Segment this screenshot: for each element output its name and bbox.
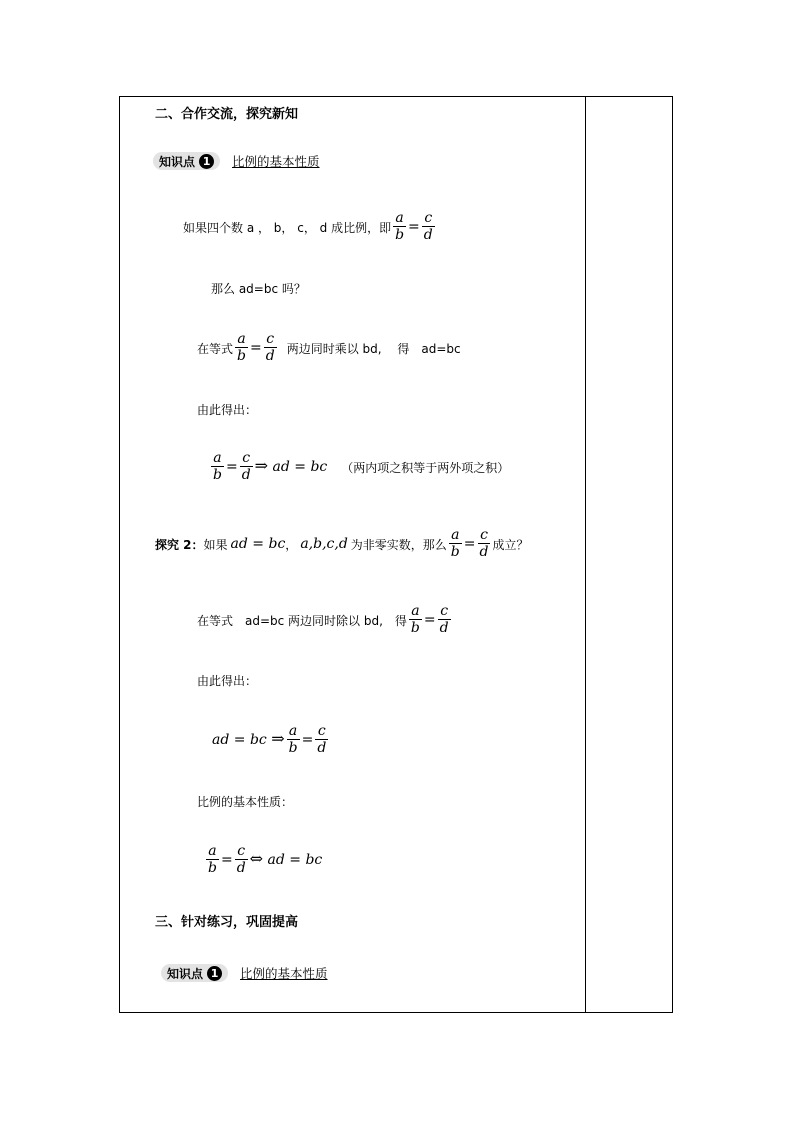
premise-equation: $\frac{a}{b}$ = $\frac{c}{d}$ [395, 210, 433, 243]
explore2-line [155, 527, 528, 561]
explore2-text3: 成立？ [492, 537, 529, 552]
number-circle-icon: 1 [199, 154, 214, 169]
step1-suffix: 两边同时乘以 bd, 得 ad=bc [286, 341, 461, 356]
result1-note: （两内项之积等于两外项之积） [341, 460, 510, 475]
explore2-separator: ， [285, 537, 298, 552]
knowledge-point-topic: 比例的基本性质 [232, 154, 320, 169]
step2-prefix: 在等式 ad=bc 两边同时除以 bd, 得 [197, 613, 407, 628]
knowledge-point-header [153, 152, 320, 170]
badge-label: 知识点 [159, 154, 196, 169]
property-equation: $\frac{a}{b}$ = $\frac{c}{d}$ ⇔ ad = bc [208, 843, 323, 876]
step1-prefix: 在等式 [197, 341, 234, 356]
result2-equation: ad = bc ⇒ $\frac{a}{b}$ = $\frac{c}{d}$ [212, 723, 327, 756]
result1-equation: $\frac{a}{b}$ = $\frac{c}{d}$ ⇒ ad = bc [213, 450, 328, 483]
section-heading-2: 二、合作交流，探究新知 [155, 107, 299, 122]
section-heading-3: 三、针对练习，巩固提高 [155, 915, 299, 930]
number-circle-icon-2: 1 [207, 966, 222, 981]
property-line [204, 843, 322, 877]
explore2-equation: $\frac{a}{b}$ = $\frac{c}{d}$ [450, 527, 489, 560]
conclude-text-2: 由此得出： [197, 674, 258, 688]
explore2-condition: ad = bc [230, 536, 286, 552]
explore2-text2: 为非零实数，那么 [350, 537, 447, 552]
explore2-vars: a,b,c,d [300, 536, 348, 552]
explore2-text1: 如果 [203, 537, 228, 552]
question-line: 那么 ad=bc 吗？ [211, 282, 306, 296]
step1-equation: $\frac{a}{b}$ = $\frac{c}{d}$ [237, 331, 275, 364]
knowledge-point-badge [153, 152, 220, 170]
step1-line [197, 331, 461, 365]
premise-line [183, 210, 437, 244]
knowledge-point-badge-2 [161, 964, 228, 982]
table-column-divider [585, 96, 586, 1013]
knowledge-point-header-2 [161, 964, 328, 982]
premise-text: 如果四个数 a ， b， c， d 成比例，即 [183, 220, 392, 235]
explore2-label: 探究 2： [155, 537, 204, 552]
property-label: 比例的基本性质： [197, 795, 294, 809]
result1-line [209, 450, 509, 484]
step2-equation: $\frac{a}{b}$ = $\frac{c}{d}$ [410, 603, 449, 636]
badge-label-2: 知识点 [167, 966, 204, 981]
knowledge-point-topic-2: 比例的基本性质 [240, 966, 328, 981]
step2-line [197, 603, 453, 637]
conclude-text-1: 由此得出： [197, 403, 258, 417]
result2-line [212, 723, 330, 757]
